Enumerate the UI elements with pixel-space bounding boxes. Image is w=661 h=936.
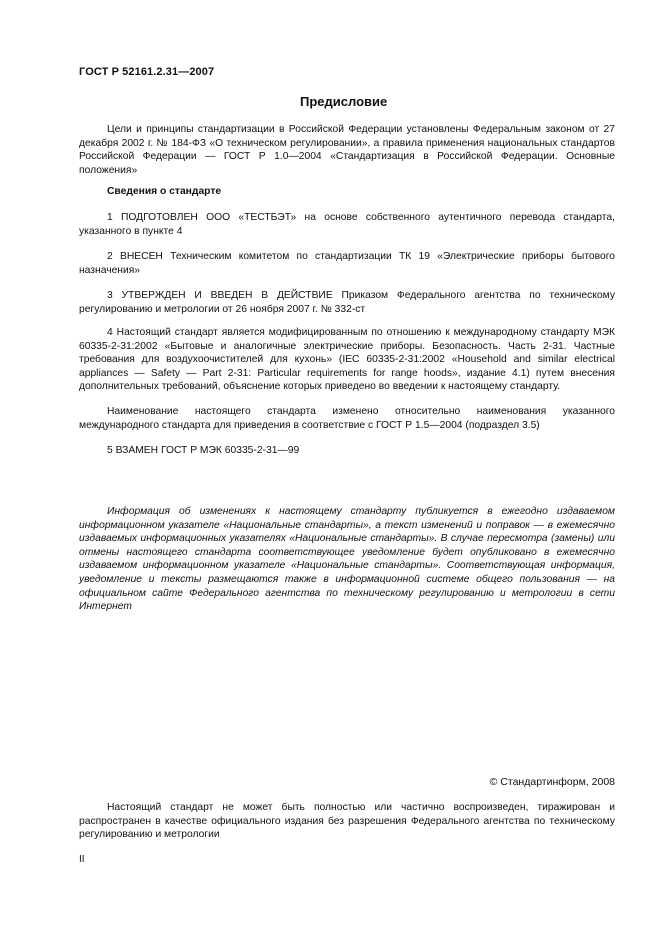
- copyright: © Стандартинформ, 2008: [489, 776, 615, 788]
- document-header: ГОСТ Р 52161.2.31—2007: [79, 66, 215, 78]
- page-number: II: [79, 854, 85, 865]
- section-heading: Сведения о стандарте: [107, 186, 222, 197]
- item-1: 1 ПОДГОТОВЛЕН ООО «ТЕСТБЭТ» на основе собственного аутентичного перевода стандарта, указанного в пункте 4: [79, 212, 615, 237]
- item-3: 3 УТВЕРЖДЕН И ВВЕДЕН В ДЕЙСТВИЕ Приказом Федерального агентства по техническому регулированию и метрологии от 26 ноября 2007 г. № 332-ст: [79, 290, 615, 315]
- item-5: 5 ВЗАМЕН ГОСТ Р МЭК 60335-2-31—99: [107, 445, 300, 456]
- changes-notice: Информация об изменениях к настоящему стандарту публикуется в ежегодно издаваемом информационном указателе «Национальные стандарты», а текст изменений и поправок — в ежемесячно издаваемых информационных указателях «Национальные стандарты». В случае пересмотра (замены) или отмены настоящего стандарта соответствующее уведомление будет опубликовано в ежемесячно издаваемом информационном указателе «Национальные стандарты». Соответствующая информация, уведомление и тексты размещаются также в информационной системе общего пользования — на официальном сайте Федерального агентства по техническому регулированию и метрологии в сети Интернет: [79, 506, 615, 613]
- item-4: 4 Настоящий стандарт является модифицированным по отношению к международному стандарту МЭК 60335-2-31:2002 «Бытовые и аналогичные электрические приборы. Безопасность. Часть 2-31. Частные требования для воздухоочистителей для кухонь» (IEC 60335-2-31:2002 «Household and similar electrical appliances — Safety — Part 2-31: Particular requirements for range hoods», издание 4.1) путем внесения дополнительных требований, объяснение которых приведено во введении к настоящему стандарту.: [79, 327, 615, 393]
- intro-paragraph: Цели и принципы стандартизации в Российской Федерации установлены Федеральным законом от 27 декабря 2002 г. № 184-ФЗ «О техническом регулировании», а правила применения национальных стандартов Российской Федерации — ГОСТ Р 1.0—2004 «Стандартизация в Российской Федерации. Основные положения»: [79, 124, 615, 176]
- item-4-note: Наименование настоящего стандарта изменено относительно наименования указанного международного стандарта для приведения в соответствие с ГОСТ Р 1.5—2004 (подраздел 3.5): [79, 406, 615, 431]
- page-title: Предисловие: [300, 94, 388, 109]
- reproduction-notice: Настоящий стандарт не может быть полностью или частично воспроизведен, тиражирован и распространен в качестве официального издания без разрешения Федерального агентства по техническому регулированию и метрологии: [79, 802, 615, 841]
- item-2: 2 ВНЕСЕН Техническим комитетом по стандартизации ТК 19 «Электрические приборы бытового назначения»: [79, 251, 615, 276]
